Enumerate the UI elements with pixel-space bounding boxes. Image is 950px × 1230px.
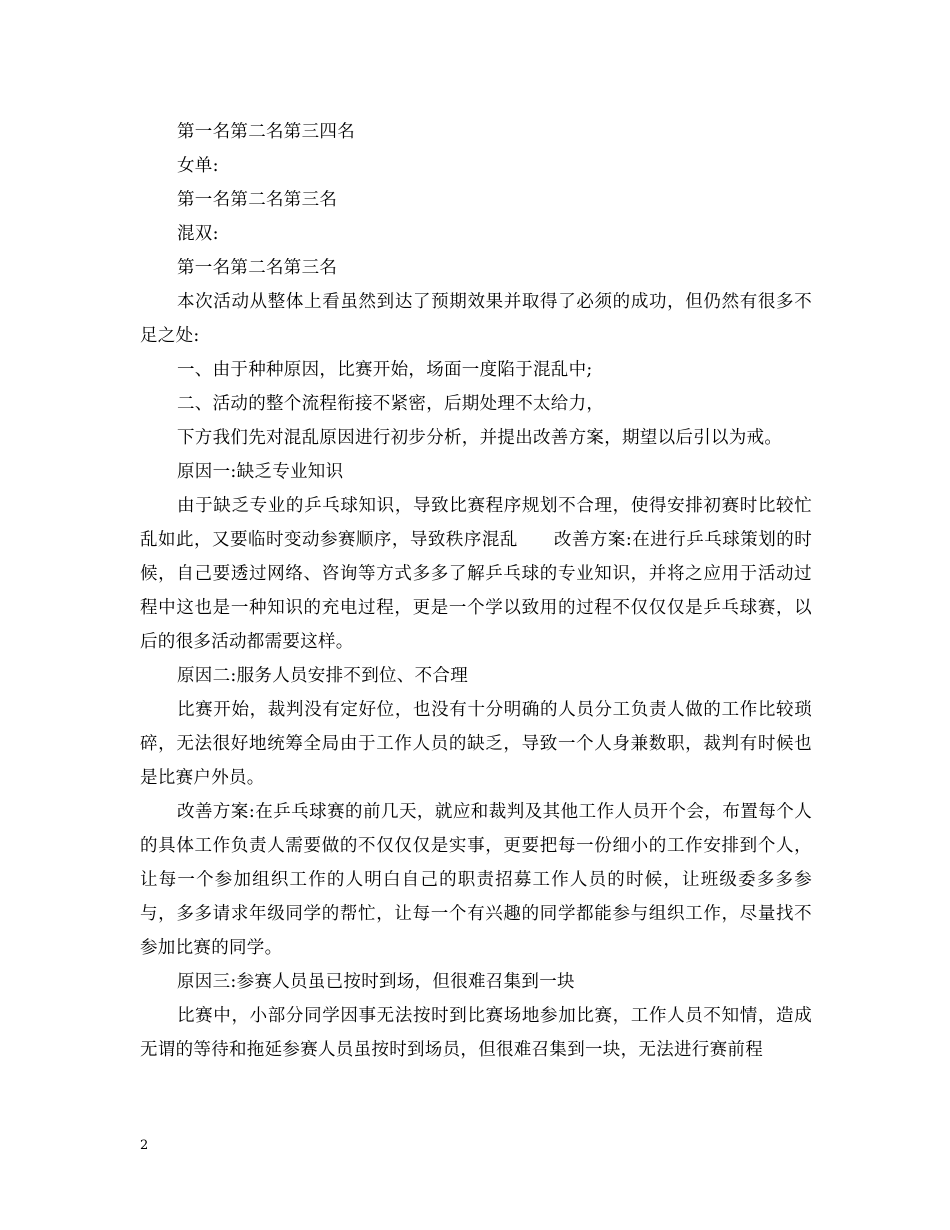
- paragraph-5: 第一名第二名第三名: [177, 258, 338, 278]
- paragraph-2: 女单:: [177, 156, 219, 176]
- page-number: 2: [140, 1138, 149, 1153]
- paragraph-3: 第一名第二名第三名: [177, 190, 338, 210]
- paragraph-7: 一、由于种种原因，比赛开始，场面一度陷于混乱中;: [177, 360, 593, 380]
- paragraph-16: 比赛中，小部分同学因事无法按时到比赛场地参加比赛，工作人员不知情，造成无谓的等待和拖延参赛人员虽按时到场员，但很难召集到一块，无法进行赛前程: [140, 1006, 812, 1060]
- paragraph-14: 改善方案:在乒乓球赛的前几天，就应和裁判及其他工作人员开个会，布置每个人的具体工作负责人需要做的不仅仅仅是实事，更要把每一份细小的工作安排到个人，让每一个参加组织工作的人明白自己的职责招募工作人员的时候，让班级委多多参与，多多请求年级同学的帮忙，让每一个有兴趣的同学都能参与组织工作，尽量找不参加比赛的同学。: [140, 802, 812, 958]
- paragraph-9: 下方我们先对混乱原因进行初步分析，并提出改善方案，期望以后引以为戒。: [177, 428, 783, 448]
- paragraph-10: 原因一:缺乏专业知识: [177, 462, 344, 482]
- paragraph-11: 由于缺乏专业的乒乓球知识，导致比赛程序规划不合理，使得安排初赛时比较忙乱如此，又要临时变动参赛顺序，导致秩序混乱 改善方案:在进行乒乓球策划的时候，自己要透过网络、咨询等方式多多了解乒乓球的专业知识，并将之应用于活动过程中这也是一种知识的充电过程，更是一个学以致用的过程不仅仅仅是乒乓球赛，以后的很多活动都需要这样。: [140, 496, 812, 652]
- document-body: [140, 115, 812, 1067]
- paragraph-12: 原因二:服务人员安排不到位、不合理: [177, 666, 468, 686]
- paragraph-13: 比赛开始，裁判没有定好位，也没有十分明确的人员分工负责人做的工作比较琐碎，无法很好地统筹全局由于工作人员的缺乏，导致一个人身兼数职，裁判有时候也是比赛户外员。: [140, 700, 812, 788]
- paragraph-6: 本次活动从整体上看虽然到达了预期效果并取得了必须的成功，但仍然有很多不足之处:: [140, 292, 812, 346]
- paragraph-15: 原因三:参赛人员虽已按时到场，但很难召集到一块: [177, 972, 575, 992]
- paragraph-8: 二、活动的整个流程衔接不紧密，后期处理不太给力，: [177, 394, 605, 414]
- paragraph-4: 混双:: [177, 224, 219, 244]
- paragraph-1: 第一名第二名第三四名: [177, 122, 355, 142]
